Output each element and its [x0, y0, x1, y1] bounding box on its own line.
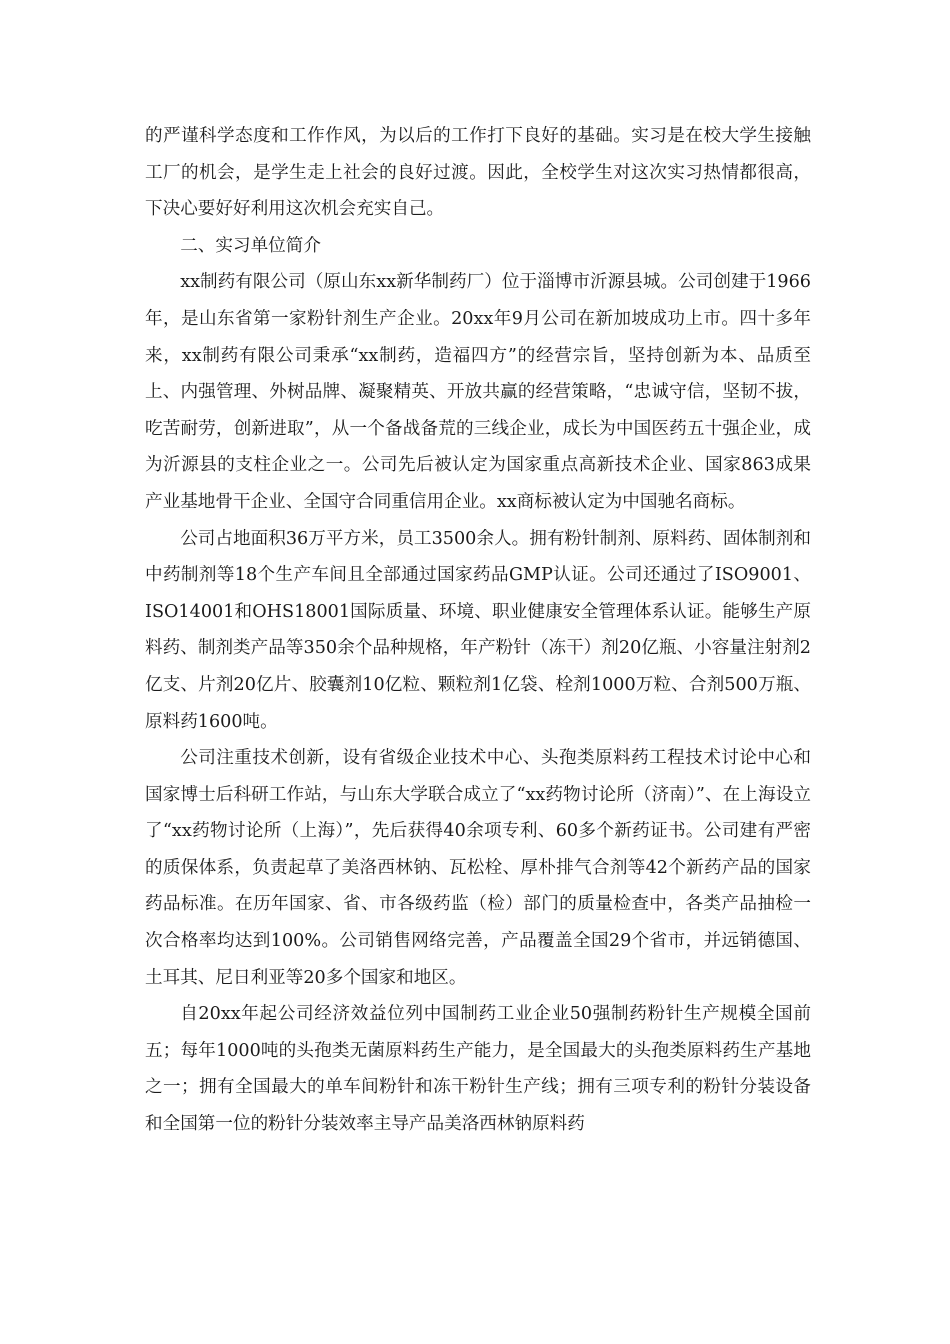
- paragraph-company-scale: 公司占地面积36万平方米，员工3500余人。拥有粉针制剂、原料药、固体制剂和中药制剂等18个生产车间且全部通过国家药品GMP认证。公司还通过了ISO9001、ISO14001和OHS18001国际质量、环境、职业健康安全管理体系认证。能够生产原料药、制剂类产品等350余个品种规格，年产粉针（冻干）剂20亿瓶、小容量注射剂2亿支、片剂20亿片、胶囊剂10亿粒、颗粒剂1亿袋、栓剂1000万粒、合剂500万瓶、原料药1600吨。: [145, 528, 811, 732]
- section-heading: 二、实习单位简介: [180, 235, 321, 256]
- paragraph-continuation: 的严谨科学态度和工作作风，为以后的工作打下良好的基础。实习是在校大学生接触工厂的机会，是学生走上社会的良好过渡。因此，全校学生对这次实习热情都很高，下决心要好好利用这次机会充实自己。: [145, 126, 811, 220]
- paragraph-company-intro: xx制药有限公司（原山东xx新华制药厂）位于淄博市沂源县城。公司创建于1966年，是山东省第一家粉针剂生产企业。20xx年9月公司在新加坡成功上市。四十多年来，xx制药有限公司秉承“xx制药，造福四方”的经营宗旨，坚持创新为本、品质至上、内强管理、外树品牌、凝聚精英、开放共赢的经营策略，“忠诚守信，坚韧不拔，吃苦耐劳，创新进取”，从一个备战备荒的三线企业，成长为中国医药五十强企业，成为沂源县的支柱企业之一。公司先后被认定为国家重点高新技术企业、国家863成果产业基地骨干企业、全国守合同重信用企业。xx商标被认定为中国驰名商标。: [145, 272, 811, 512]
- paragraph-technology: 公司注重技术创新，设有省级企业技术中心、头孢类原料药工程技术讨论中心和国家博士后科研工作站，与山东大学联合成立了“xx药物讨论所（济南）”、在上海设立了“xx药物讨论所（上海）”，先后获得40余项专利、60多个新药证书。公司建有严密的质保体系，负责起草了美洛西林钠、瓦松栓、厚朴排气合剂等42个新药产品的国家药品标准。在历年国家、省、市各级药监（检）部门的质量检查中，各类产品抽检一次合格率均达到100%。公司销售网络完善，产品覆盖全国29个省市，并远销德国、土耳其、尼日利亚等20多个国家和地区。: [145, 748, 811, 988]
- document-body: [145, 118, 811, 1143]
- paragraph-economic: 自20xx年起公司经济效益位列中国制药工业企业50强制药粉针生产规模全国前五；每年1000吨的头孢类无菌原料药生产能力，是全国最大的头孢类原料药生产基地之一；拥有全国最大的单车间粉针和冻干粉针生产线；拥有三项专利的粉针分装设备和全国第一位的粉针分装效率主导产品美洛西林钠原料药: [145, 1004, 811, 1135]
